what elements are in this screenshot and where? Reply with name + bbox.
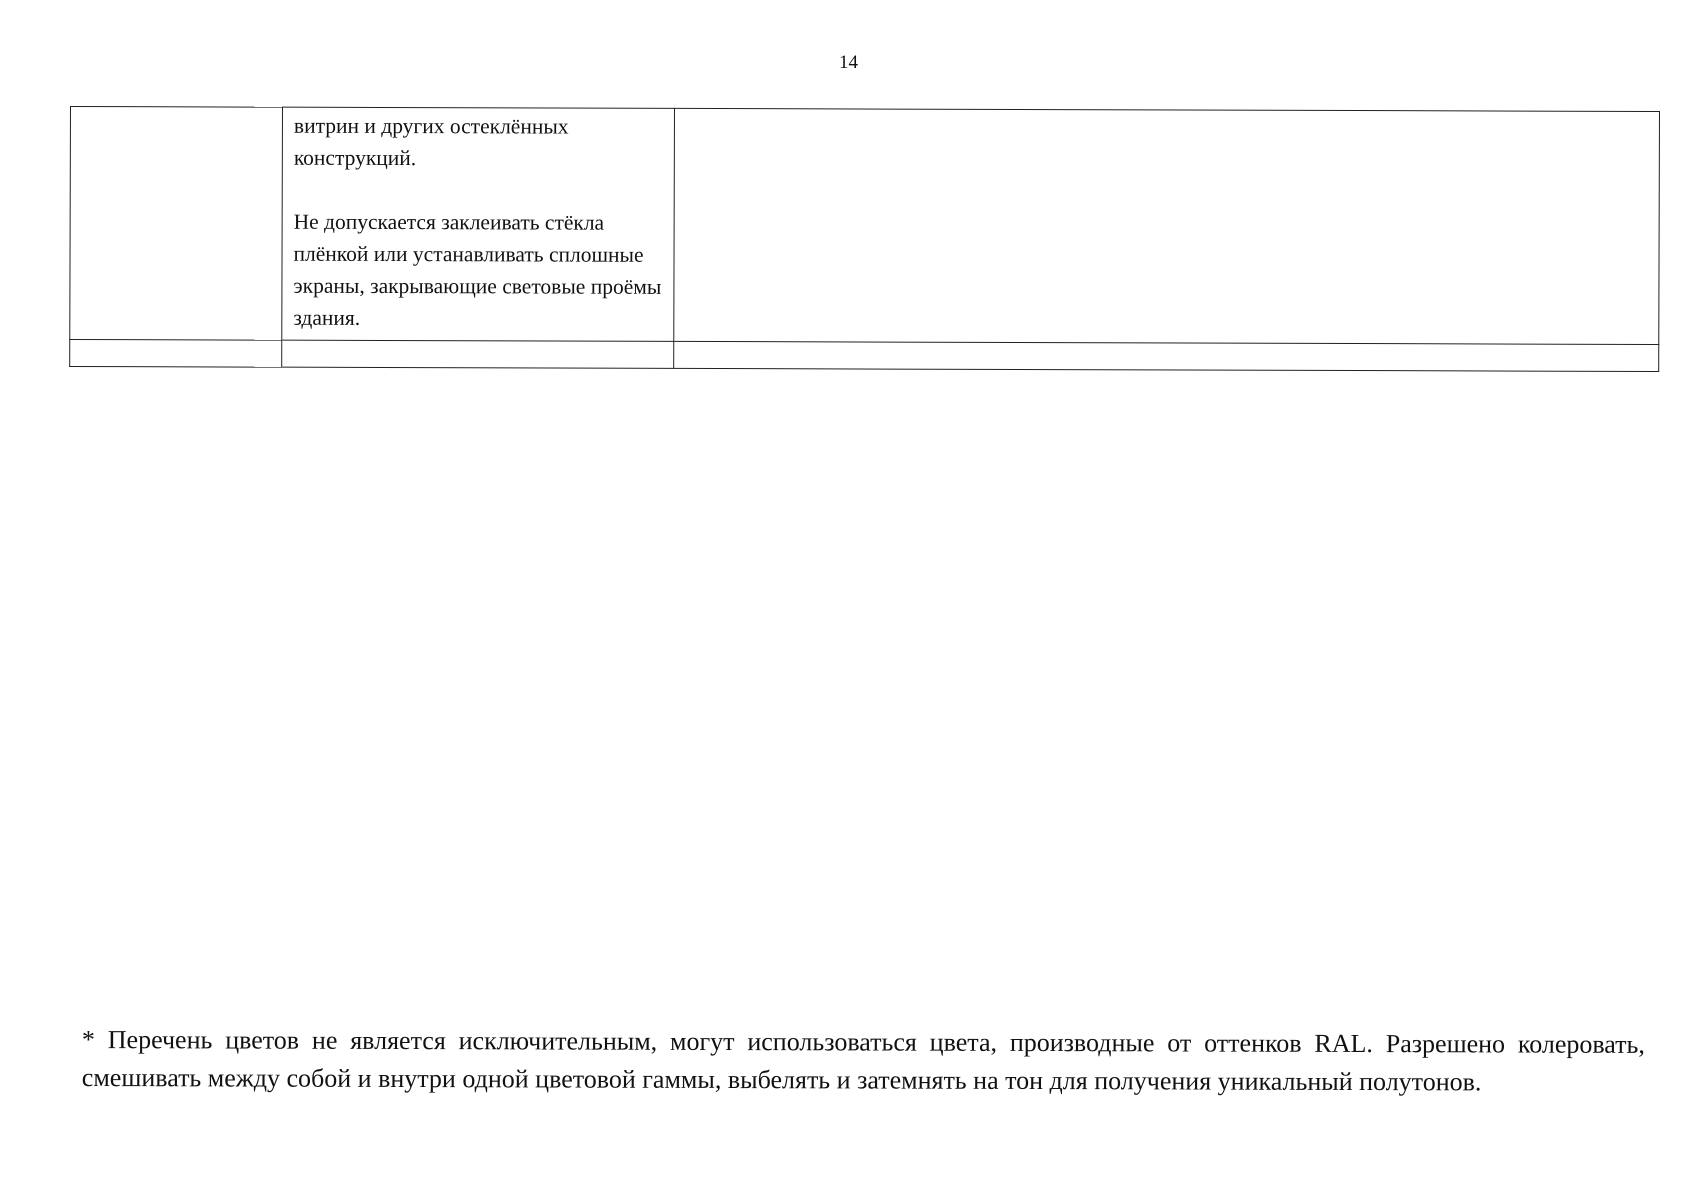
requirements-table [69,106,1660,372]
table-cell [70,340,282,368]
table-cell [282,107,675,341]
cell-paragraph: Не допускается заклеивать стёкла плёнкой или устанавливать сплошные экраны, закрывающие световые проёмы здания. [293,209,662,330]
table-cell [674,108,1660,344]
table-row [70,107,1660,345]
cell-paragraph: витрин и других остеклённых конструкций. [293,113,569,171]
footnote: * Перечень цветов не является исключительным, могут использоваться цвета, производные от оттенков RAL. Разрешено колеровать, смешивать между собой и внутри одной цветовой гаммы, выбелять и затемнять на тон для получения уникальный полутонов. [81,1025,1645,1097]
table-cell [282,340,674,368]
table-row [70,340,1659,372]
table-cell [70,107,283,341]
table-cell [674,341,1659,371]
page-number: 14 [839,52,858,73]
